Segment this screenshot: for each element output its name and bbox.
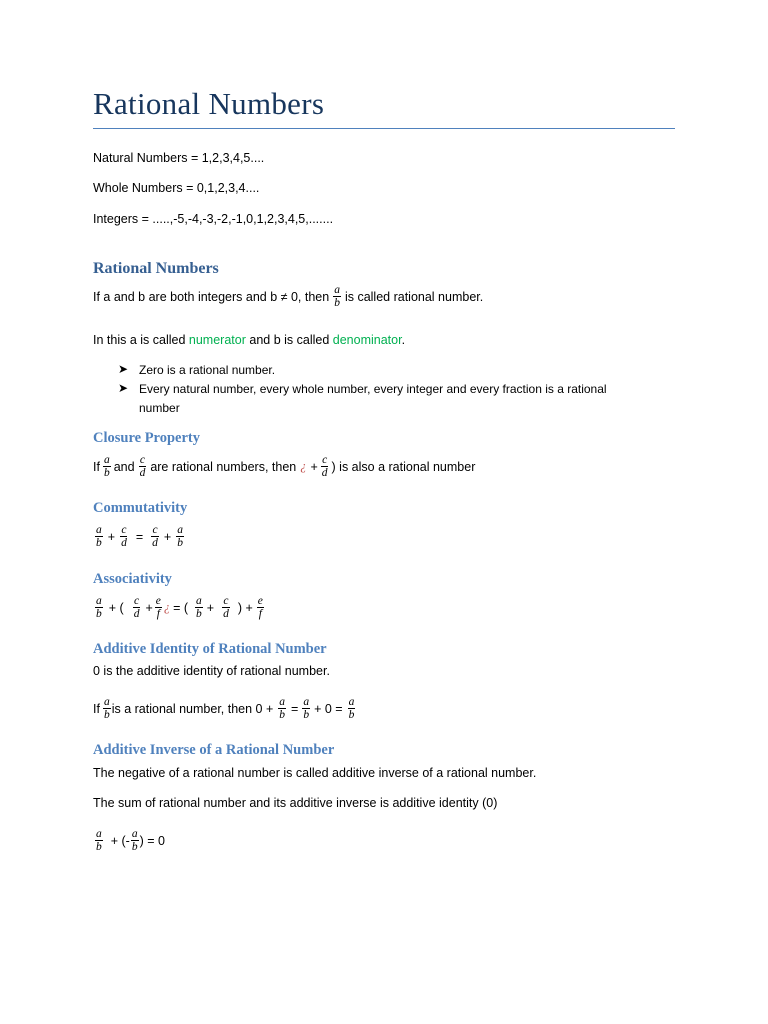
def-text-a: If a and b are both integers and b ≠ 0, then <box>93 289 330 304</box>
bullet-arrow-icon: ➤ <box>118 362 129 376</box>
title-rule <box>93 128 675 129</box>
associativity-heading: Associativity <box>93 571 172 587</box>
integers-line: Integers = .....,-5,-4,-3,-2,-1,0,1,2,3,4,5,....... <box>93 212 334 226</box>
commutativity-heading: Commutativity <box>93 500 188 516</box>
natural-numbers-line: Natural Numbers = 1,2,3,4,5.... <box>93 151 265 165</box>
identity-heading: Additive Identity of Rational Number <box>93 641 327 657</box>
whole-numbers-line: Whole Numbers = 0,1,2,3,4.... <box>93 181 260 195</box>
bullet-2-cont: number <box>139 401 180 415</box>
garbled-glyph: ¿ <box>163 600 171 614</box>
rational-definition <box>93 284 483 309</box>
garbled-glyph: ¿ <box>300 459 307 473</box>
commutativity-formula: $\frac{a}{b}$ + $\frac{c}{d}$ = $\frac{c}{d}$ + $\frac{a}{b}$ <box>96 524 183 549</box>
bullet-arrow-icon: ➤ <box>118 381 129 395</box>
def-text-b: is called rational number. <box>344 289 484 304</box>
closure-heading: Closure Property <box>93 430 200 446</box>
bullet-1: Zero is a rational number. <box>139 363 276 377</box>
rational-heading: Rational Numbers <box>93 260 219 277</box>
bullet-2: Every natural number, every whole number, every integer and every fraction is a rational <box>139 382 607 396</box>
identity-formula: If $\frac{a}{b}$ is a rational number, then 0 + $\frac{a}{b}$ = $\frac{a}{b}$ + 0 = $\frac{a}{b}$ <box>93 696 355 721</box>
page-title: Rational Numbers <box>93 86 325 121</box>
inverse-line1: The negative of a rational number is called additive inverse of a rational number. <box>93 766 537 780</box>
associativity-formula: $\frac{a}{b}$ + ( $\frac{c}{d}$ + $\frac{e}{f}$ ¿ = ( $\frac{a}{b}$ + $\frac{c}{d}$ ) + $\frac{e}{f}$ <box>96 595 263 620</box>
closure-statement: If $\frac{a}{b}$ and $\frac{c}{d}$ are rational numbers, then ¿ + $\frac{c}{d}$ ) is also a rational number <box>93 454 476 479</box>
fraction-a-b: $\frac{a}{b}$ <box>334 284 340 309</box>
numerator-term: numerator <box>188 333 246 347</box>
inverse-formula: $\frac{a}{b}$ + (- $\frac{a}{b}$ ) = 0 <box>96 828 165 853</box>
denominator-term: denominator <box>332 333 402 347</box>
identity-line1: 0 is the additive identity of rational number. <box>93 664 330 678</box>
numerator-denominator-line: In this a is called numerator and b is called denominator. <box>93 333 406 347</box>
inverse-heading: Additive Inverse of a Rational Number <box>93 742 335 758</box>
inverse-line2: The sum of rational number and its additive inverse is additive identity (0) <box>93 796 498 810</box>
